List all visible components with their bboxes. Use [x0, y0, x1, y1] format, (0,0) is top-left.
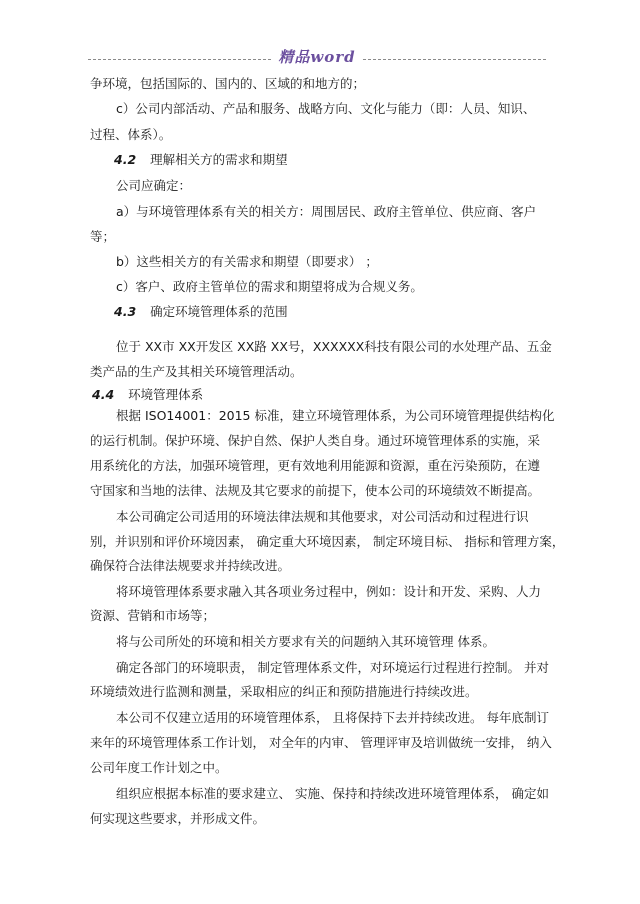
body-line: 公司年度工作计划之中。 [90, 760, 228, 775]
body-line: c）客户、政府主管单位的需求和期望将成为合规义务。 [116, 279, 423, 294]
section-number: 4.2 [114, 152, 137, 167]
body-line: 资源、营销和市场等； [90, 608, 216, 623]
body-line: 类产品的生产及其相关环境管理活动。 [90, 364, 303, 379]
body-line: 用系统化的方法，加强环境管理，更有效地利用能源和资源，重在污染预防，在遵 [90, 458, 541, 473]
section-heading-4-3 [114, 304, 288, 320]
section-title: 理解相关方的需求和期望 [150, 152, 288, 167]
body-line: 本公司不仅建立适用的环境管理体系， 且将保持下去并持续改进。 每年底制订 [116, 710, 549, 725]
body-line: c）公司内部活动、产品和服务、战略方向、文化与能力（即：人员、知识、 [116, 101, 536, 116]
body-line: 守国家和当地的法律、法规及其它要求的前提下，使本公司的环境绩效不断提高。 [90, 483, 541, 498]
body-line: 组织应根据本标准的要求建立、 实施、保持和持续改进环境管理体系， 确定如 [116, 786, 549, 801]
section-number: 4.4 [92, 387, 115, 402]
body-line: a）与环境管理体系有关的相关方：周围居民、政府主管单位、供应商、客户 [116, 204, 537, 219]
body-line: 争环境，包括国际的、国内的、区域的和地方的； [90, 76, 366, 91]
body-line: 何实现这些要求，并形成文件。 [90, 811, 266, 826]
header-logo: 精品word [272, 46, 361, 67]
body-line: b）这些相关方的有关需求和期望（即要求） ； [116, 254, 378, 269]
section-title: 确定环境管理体系的范围 [150, 304, 288, 319]
body-line: 确定各部门的环境职责， 制定管理体系文件，对环境运行过程进行控制。 并对 [116, 660, 549, 675]
body-line: 根据 ISO14001：2015 标准，建立环境管理体系，为公司环境管理提供结构化 [116, 408, 555, 423]
body-line: 等； [90, 229, 116, 244]
section-heading-4-2 [114, 152, 288, 168]
body-line: 过程、体系）。 [90, 127, 172, 142]
body-line: 位于 XX市 XX开发区 XX路 XX号，XXXXXX科技有限公司的水处理产品、五金 [116, 339, 552, 354]
body-line: 公司应确定： [116, 178, 192, 193]
section-heading-4-4 [92, 387, 203, 403]
body-line: 本公司确定公司适用的环境法律法规和其他要求，对公司活动和过程进行识 [116, 509, 529, 524]
body-line: 将与公司所处的环境和相关方要求有关的问题纳入其环境管理 体系。 [116, 634, 495, 649]
body-line: 别，并识别和评价环境因素， 确定重大环境因素， 制定环境目标、 指标和管理方案， [90, 534, 565, 549]
body-line: 确保符合法律法规要求并持续改进。 [90, 558, 291, 573]
body-line: 环境绩效进行监测和测量，采取相应的纠正和预防措施进行持续改进。 [90, 684, 478, 699]
section-number: 4.3 [114, 304, 137, 319]
body-line: 来年的环境管理体系工作计划， 对全年的内审、 管理评审及培训做统一安排， 纳入 [90, 735, 552, 750]
body-line: 的运行机制。保护环境、保护自然、保护人类自身。通过环境管理体系的实施，采 [90, 433, 541, 448]
section-title: 环境管理体系 [128, 387, 204, 402]
body-line: 将环境管理体系要求融入其各项业务过程中，例如：设计和开发、采购、人力 [116, 584, 542, 599]
page-header [88, 42, 546, 70]
